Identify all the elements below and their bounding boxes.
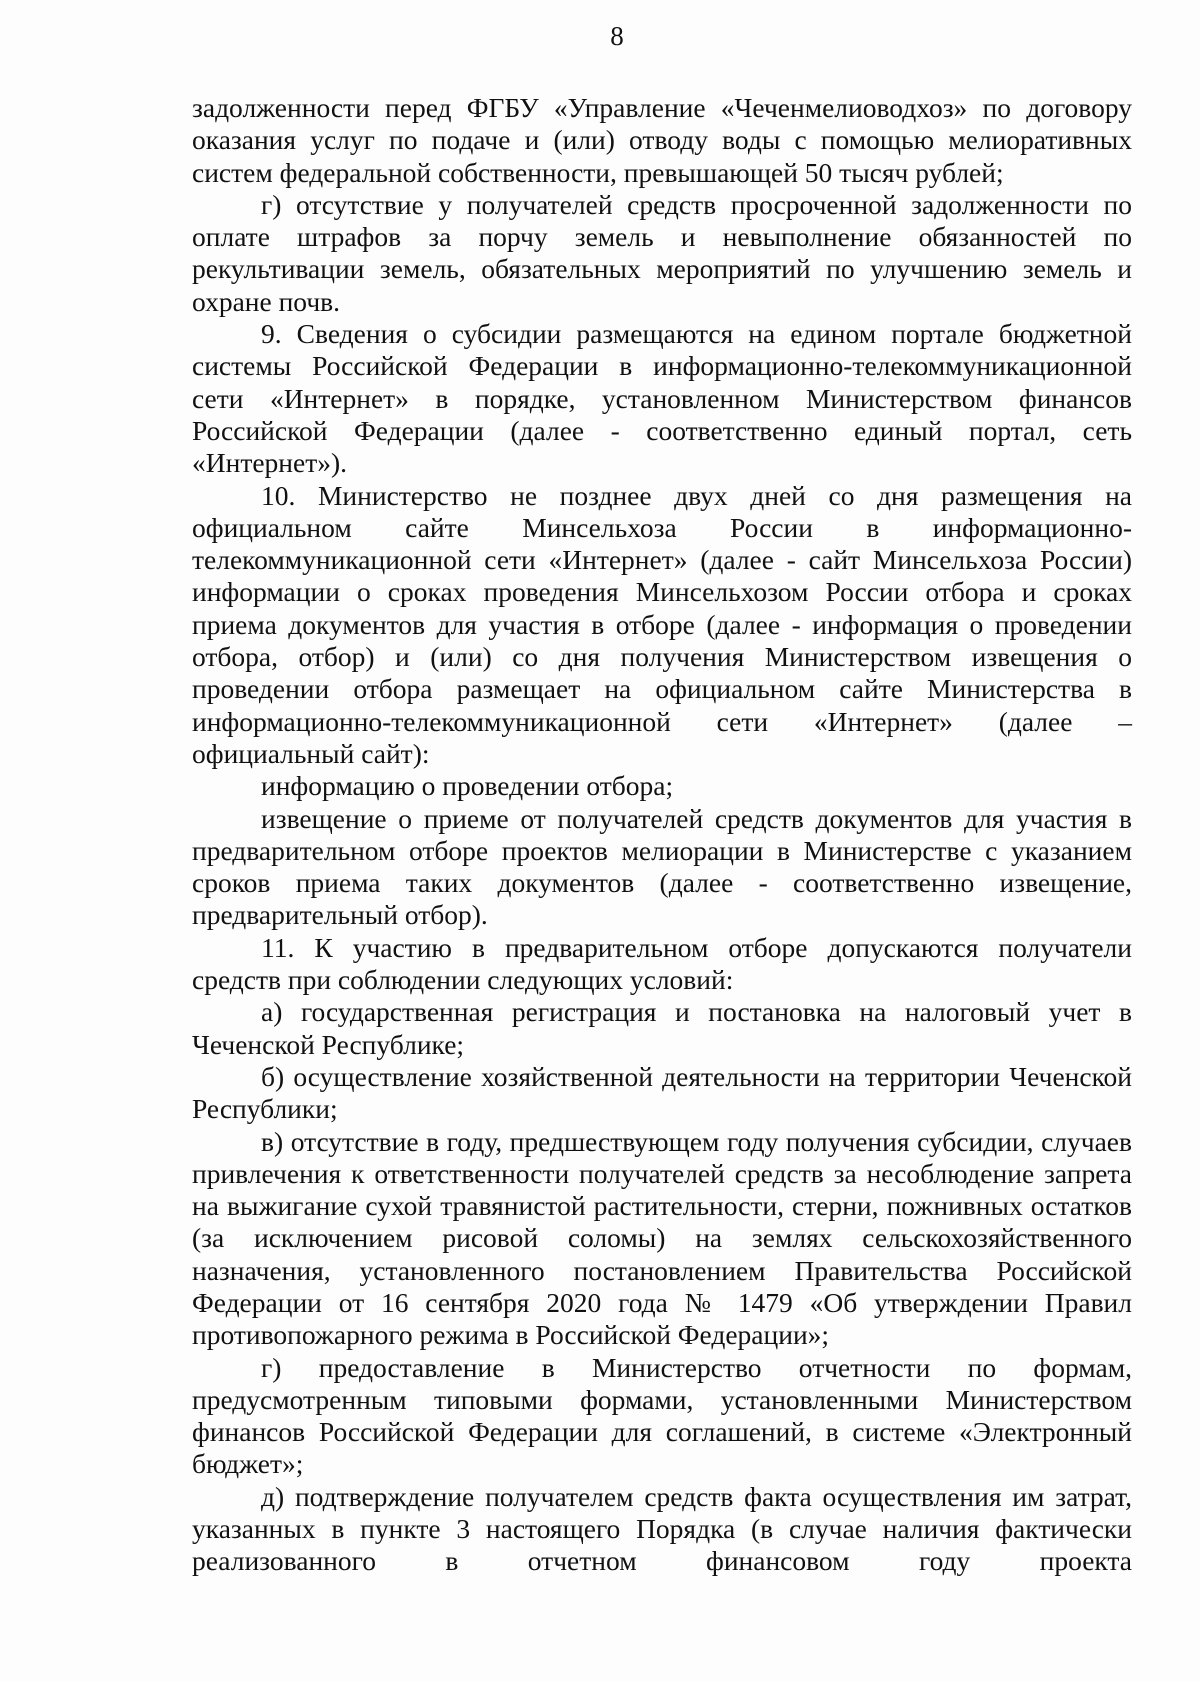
paragraph-selection-info: информацию о проведении отбора; <box>261 770 674 802</box>
paragraph-10-ministry-publication: 10. Министерство не позднее двух дней со дня размещения на официальном сайте Минсельхоза России в информационно-телекоммуникационной сети «Интернет» (далее - сайт Минсельхоза России) информации о сроках проведения Минсельхозом России отбора и сроках приема документов для участия в отборе (далее - информация о проведении отбора, отбор) и (или) со дня получения Министерством извещения о проведении отбора размещает на официальном сайте Министерства в информационно-телекоммуникационной сети «Интернет» (далее – официальный сайт): <box>192 479 1132 769</box>
paragraph-debt-continuation: задолженности перед ФГБУ «Управление «Чеченмелиоводхоз» по договору оказания услуг по подаче и (или) отводу воды с помощью мелиоративных систем федеральной собственности, превышающей 50 тысяч рублей; <box>192 92 1132 188</box>
paragraph-9-subsidy-info: 9. Сведения о субсидии размещаются на едином портале бюджетной системы Российской Федерации в информационно-телекоммуникационной сети «Интернет» в порядке, установленном Министерством финансов Российской Федерации (далее - соответственно единый портал, сеть «Интернет»). <box>192 318 1132 479</box>
paragraph-item-g-fines: г) отсутствие у получателей средств просроченной задолженности по оплате штрафов за порчу земель и невыполнение обязанностей по рекультивации земель, обязательных мероприятий по улучшению земель и охране почв. <box>192 188 1132 317</box>
paragraph-item-g-reporting: г) предоставление в Министерство отчетности по формам, предусмотренным типовыми формами, установленными Министерством финансов Российской Федерации для соглашений, в системе «Электронный бюджет»; <box>192 1351 1132 1480</box>
page-number: 8 <box>610 21 624 51</box>
paragraph-item-b-activity: б) осуществление хозяйственной деятельности на территории Чеченской Республики; <box>192 1060 1132 1125</box>
paragraph-item-a-registration: а) государственная регистрация и постановка на налоговый учет в Чеченской Республике; <box>192 996 1132 1060</box>
paragraph-11-admission: 11. К участию в предварительном отборе допускаются получатели средств при соблюдении следующих условий: <box>192 931 1132 996</box>
paragraph-item-d-costs: д) подтверждение получателем средств факта осуществления им затрат, указанных в пункте 3 настоящего Порядка (в случае наличия фактически реализованного в отчетном финансовом году проекта <box>192 1480 1132 1577</box>
paragraph-notice: извещение о приеме от получателей средств документов для участия в предварительном отборе проектов мелиорации в Министерстве с указанием сроков приема таких документов (далее - соответственно извещение, предварительный отбор). <box>192 802 1132 931</box>
paragraph-item-v-burning: в) отсутствие в году, предшествующем году получения субсидии, случаев привлечения к ответственности получателей средств за несоблюдение запрета на выжигание сухой травянистой растительности, стерни, пожнивных остатков (за исключением рисовой соломы) на землях сельскохозяйственного назначения, установленного постановлением Правительства Российской Федерации от 16 сентября 2020 года № 1479 «Об утверждении Правил противопожарного режима в Российской Федерации»; <box>192 1125 1132 1351</box>
document-body <box>192 92 1132 1578</box>
